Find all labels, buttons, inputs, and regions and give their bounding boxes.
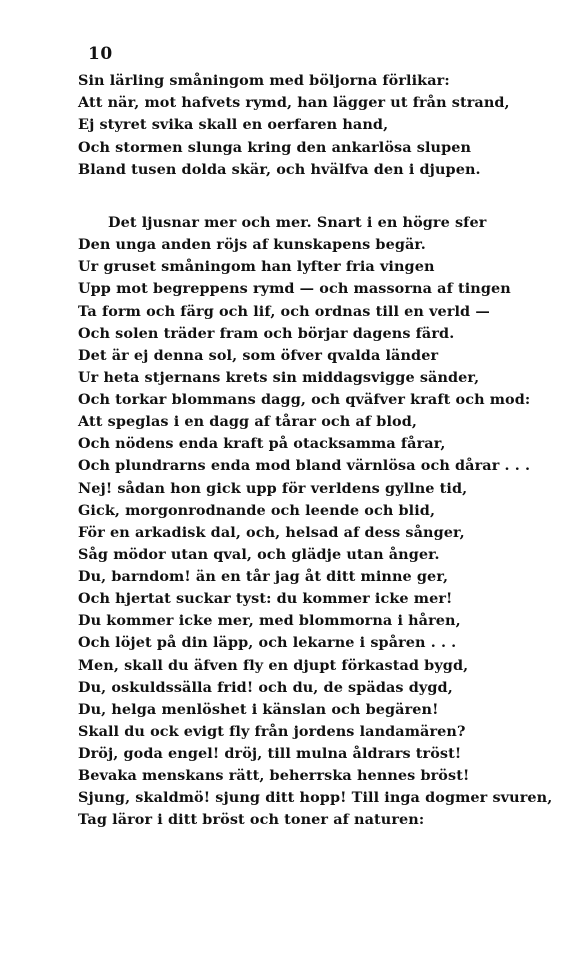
verse-line: Du, helga menlöshet i känslan och begären! <box>78 700 439 718</box>
verse-line: Sin lärling småningom med böljorna förlikar: <box>78 72 450 89</box>
verse-line: Den unga anden röjs af kunskapens begär. <box>78 236 426 254</box>
verse-line: Och solen träder fram och börjar dagens färd. <box>78 324 455 342</box>
verse-line: Skall du ock evigt fly från jordens landamären? <box>78 722 466 740</box>
verse-line: Bland tusen dolda skär, och hvälfva den i djupen. <box>78 160 481 178</box>
verse-line: Du, oskuldssälla frid! och du, de spädas dygd, <box>78 678 453 696</box>
verse-line: Bevaka menskans rätt, beherrska hennes bröst! <box>78 767 470 785</box>
verse-line: Ta form och färg och lif, och ordnas till en verld — <box>78 302 490 320</box>
stanza-1 <box>78 70 510 181</box>
verse-line: Ur gruset småningom han lyfter fria vingen <box>78 258 435 276</box>
verse-line: Men, skall du äfven fly en djupt förkastad bygd, <box>78 656 469 674</box>
stanza-2 <box>78 212 552 832</box>
page-number: 10 <box>88 44 113 64</box>
verse-line: Såg mödor utan qval, och glädje utan ånger. <box>78 545 440 563</box>
verse-line: Ej styret svika skall en oerfaren hand, <box>78 116 389 134</box>
verse-line: Tag läror i ditt bröst och toner af naturen: <box>78 811 425 829</box>
verse-line: Ur heta stjernans krets sin middagsvigge sänder, <box>78 368 480 386</box>
verse-line: Och hjertat suckar tyst: du kommer icke mer! <box>78 590 453 608</box>
verse-line: Och torkar blommans dagg, och qväfver kraft och mod: <box>78 391 531 408</box>
verse-line: Du kommer icke mer, med blommorna i håren, <box>78 612 461 630</box>
verse-line: För en arkadisk dal, och, helsad af dess sånger, <box>78 523 465 541</box>
verse-line: Nej! sådan hon gick upp för verldens gyllne tid, <box>78 479 468 497</box>
verse-line: Dröj, goda engel! dröj, till mulna åldrars tröst! <box>78 745 462 762</box>
verse-line: Och plundrarns enda mod bland värnlösa och dårar . . . <box>78 457 531 475</box>
verse-line-indented: Det ljusnar mer och mer. Snart i en högre sfer <box>108 214 487 231</box>
verse-line: Du, barndom! än en tår jag åt ditt minne ger, <box>78 568 449 585</box>
verse-line: Att speglas i en dagg af tårar och af blod, <box>78 413 417 431</box>
verse-line: Och nödens enda kraft på otacksamma fårar, <box>78 435 446 453</box>
verse-line: Det är ej denna sol, som öfver qvalda länder <box>78 346 439 364</box>
verse-line: Sjung, skaldmö! sjung ditt hopp! Till inga dogmer svuren, <box>78 789 553 807</box>
verse-line: Och löjet på din läpp, och lekarne i spåren . . . <box>78 634 457 652</box>
verse-line: Upp mot begreppens rymd — och massorna af tingen <box>78 280 511 298</box>
verse-line: Att när, mot hafvets rymd, han lägger ut från strand, <box>78 94 510 112</box>
verse-line: Gick, morgonrodnande och leende och blid, <box>78 501 436 519</box>
verse-line: Och stormen slunga kring den ankarlösa slupen <box>78 138 472 156</box>
